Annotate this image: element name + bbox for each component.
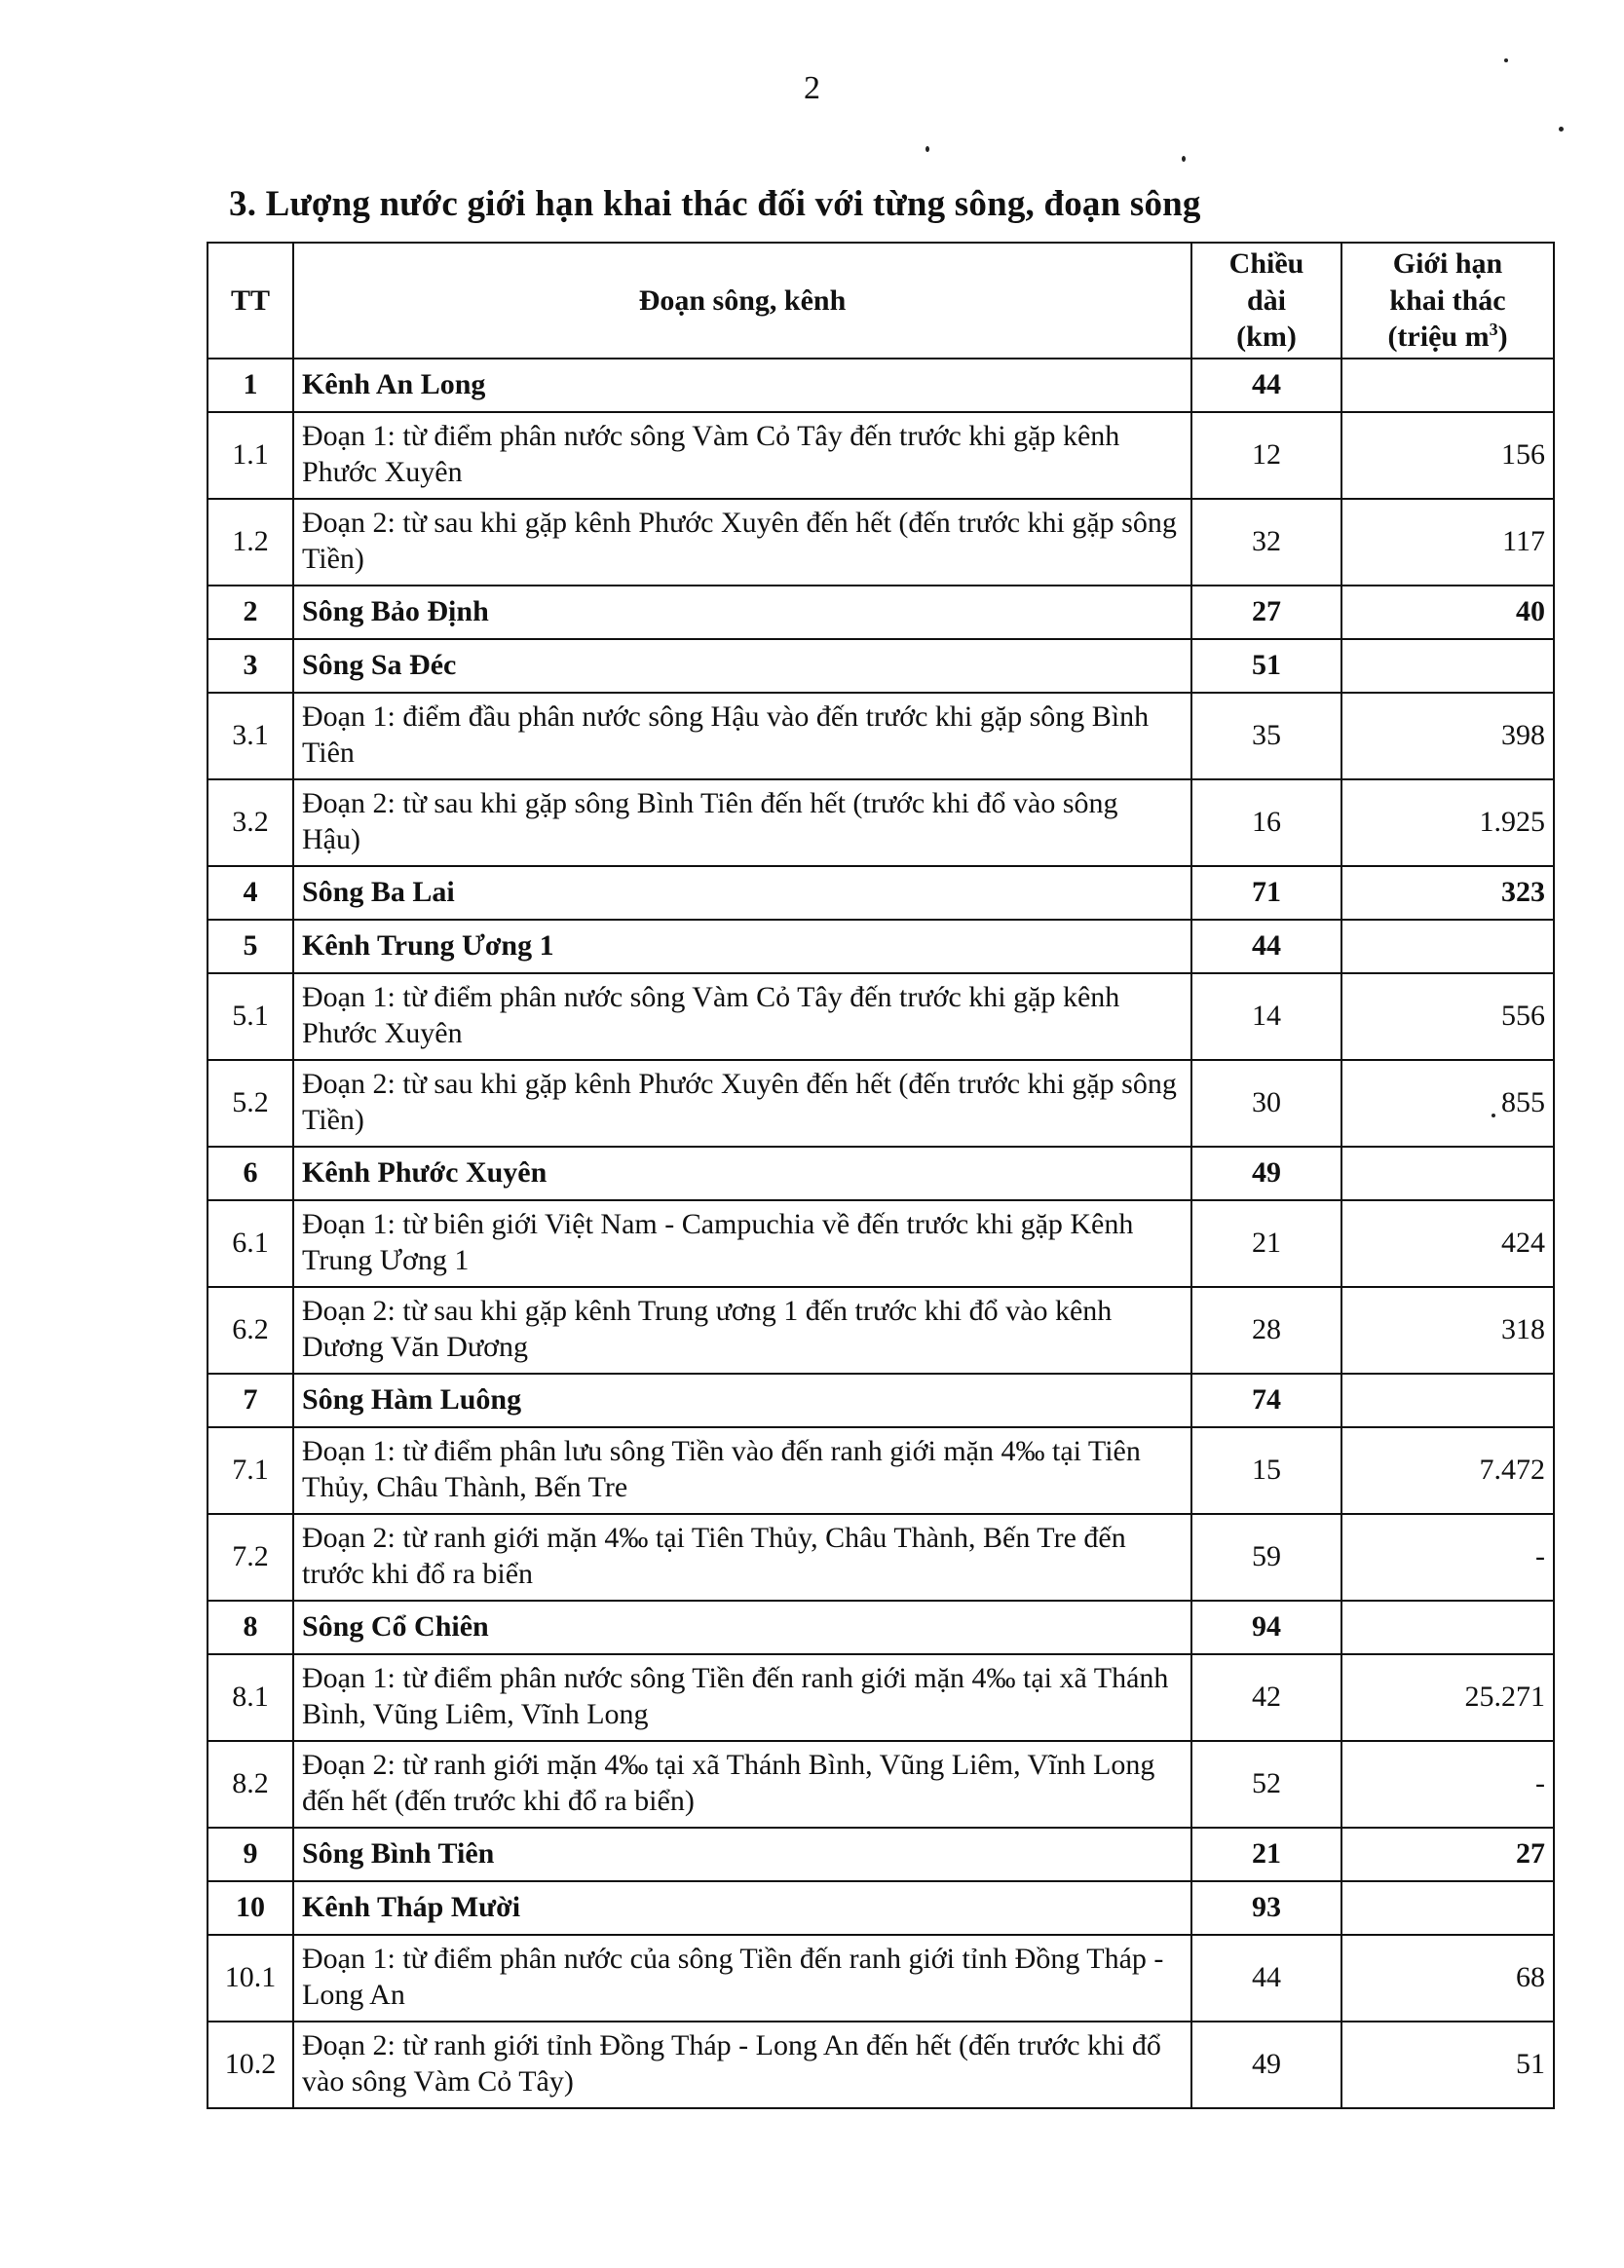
cell-length-km: 21 bbox=[1191, 1200, 1341, 1287]
cell-length-km: 71 bbox=[1191, 866, 1341, 920]
header-limit-line1: Giới hạn bbox=[1392, 247, 1503, 280]
section-title: 3. Lượng nước giới hạn khai thác đối với từng sông, đoạn sông bbox=[229, 184, 1201, 224]
cell-extraction-limit: - bbox=[1341, 1514, 1554, 1601]
cell-length-km: 35 bbox=[1191, 693, 1341, 779]
table-header-row bbox=[208, 243, 1554, 359]
cell-length-km: 94 bbox=[1191, 1601, 1341, 1654]
cell-river-section: Sông Bình Tiên bbox=[293, 1828, 1191, 1881]
cell-length-km: 49 bbox=[1191, 1147, 1341, 1200]
cell-river-section: Đoạn 2: từ sau khi gặp kênh Phước Xuyên đến hết (đến trước khi gặp sông Tiền) bbox=[293, 499, 1191, 586]
cell-tt: 1.2 bbox=[208, 499, 293, 586]
table-row-section bbox=[208, 1060, 1554, 1147]
table-row-section bbox=[208, 1514, 1554, 1601]
cell-tt: 3 bbox=[208, 639, 293, 693]
page-number: 2 bbox=[804, 70, 820, 106]
cell-length-km: 74 bbox=[1191, 1374, 1341, 1427]
cell-extraction-limit bbox=[1341, 1147, 1554, 1200]
cell-tt: 7 bbox=[208, 1374, 293, 1427]
table-row-river bbox=[208, 586, 1554, 639]
cell-extraction-limit: 7.472 bbox=[1341, 1427, 1554, 1514]
cell-tt: 2 bbox=[208, 586, 293, 639]
cell-extraction-limit: 117 bbox=[1341, 499, 1554, 586]
table-row-section bbox=[208, 1200, 1554, 1287]
cell-river-section: Đoạn 2: từ sau khi gặp kênh Phước Xuyên đến hết (đến trước khi gặp sông Tiền) bbox=[293, 1060, 1191, 1147]
cell-length-km: 51 bbox=[1191, 639, 1341, 693]
cell-river-section: Kênh Trung Ương 1 bbox=[293, 920, 1191, 973]
table-row-section bbox=[208, 1287, 1554, 1374]
cell-tt: 6.2 bbox=[208, 1287, 293, 1374]
cell-length-km: 21 bbox=[1191, 1828, 1341, 1881]
cell-extraction-limit: 855 bbox=[1341, 1060, 1554, 1147]
cell-tt: 5 bbox=[208, 920, 293, 973]
header-limit-unit-close: ) bbox=[1497, 321, 1508, 353]
header-limit-unit: (triệu m bbox=[1387, 321, 1490, 353]
cell-tt: 7.2 bbox=[208, 1514, 293, 1601]
cell-length-km: 59 bbox=[1191, 1514, 1341, 1601]
cell-extraction-limit bbox=[1341, 1601, 1554, 1654]
table-row-section bbox=[208, 412, 1554, 499]
cell-river-section: Đoạn 1: từ điểm phân nước sông Tiền đến ranh giới mặn 4‰ tại xã Thánh Bình, Vũng Liêm, Vĩnh Long bbox=[293, 1654, 1191, 1741]
cell-length-km: 52 bbox=[1191, 1741, 1341, 1828]
cell-extraction-limit: 424 bbox=[1341, 1200, 1554, 1287]
cell-river-section: Đoạn 1: điểm đầu phân nước sông Hậu vào đến trước khi gặp sông Bình Tiên bbox=[293, 693, 1191, 779]
cell-extraction-limit bbox=[1341, 1881, 1554, 1935]
cell-river-section: Kênh An Long bbox=[293, 359, 1191, 412]
cell-tt: 7.1 bbox=[208, 1427, 293, 1514]
cell-length-km: 30 bbox=[1191, 1060, 1341, 1147]
cell-tt: 8 bbox=[208, 1601, 293, 1654]
cell-river-section: Đoạn 1: từ điểm phân nước sông Vàm Cỏ Tây đến trước khi gặp kênh Phước Xuyên bbox=[293, 973, 1191, 1060]
cell-length-km: 44 bbox=[1191, 1935, 1341, 2022]
cell-tt: 10 bbox=[208, 1881, 293, 1935]
header-length bbox=[1191, 243, 1341, 359]
header-length-line3: (km) bbox=[1236, 321, 1297, 353]
cell-extraction-limit bbox=[1341, 359, 1554, 412]
cell-extraction-limit bbox=[1341, 920, 1554, 973]
table-row-river bbox=[208, 1828, 1554, 1881]
cell-river-section: Đoạn 2: từ sau khi gặp sông Bình Tiên đến hết (trước khi đổ vào sông Hậu) bbox=[293, 779, 1191, 866]
table-row-river bbox=[208, 866, 1554, 920]
scan-speck bbox=[1182, 156, 1186, 162]
cell-length-km: 27 bbox=[1191, 586, 1341, 639]
cell-length-km: 28 bbox=[1191, 1287, 1341, 1374]
cell-tt: 8.2 bbox=[208, 1741, 293, 1828]
cell-river-section: Sông Sa Đéc bbox=[293, 639, 1191, 693]
cell-tt: 3.1 bbox=[208, 693, 293, 779]
cell-length-km: 12 bbox=[1191, 412, 1341, 499]
cell-extraction-limit: 318 bbox=[1341, 1287, 1554, 1374]
scan-speck bbox=[1492, 1114, 1495, 1117]
cell-length-km: 44 bbox=[1191, 920, 1341, 973]
cell-length-km: 42 bbox=[1191, 1654, 1341, 1741]
cell-extraction-limit: 68 bbox=[1341, 1935, 1554, 2022]
cell-river-section: Sông Bảo Định bbox=[293, 586, 1191, 639]
header-length-line2: dài bbox=[1246, 284, 1287, 317]
cell-extraction-limit bbox=[1341, 639, 1554, 693]
table-row-river bbox=[208, 639, 1554, 693]
cell-tt: 10.1 bbox=[208, 1935, 293, 2022]
scan-speck bbox=[925, 146, 929, 152]
cell-extraction-limit bbox=[1341, 1374, 1554, 1427]
cell-length-km: 49 bbox=[1191, 2022, 1341, 2108]
table-row-section bbox=[208, 973, 1554, 1060]
cell-length-km: 15 bbox=[1191, 1427, 1341, 1514]
table-row-river bbox=[208, 920, 1554, 973]
table-row-section bbox=[208, 1741, 1554, 1828]
cell-extraction-limit: 398 bbox=[1341, 693, 1554, 779]
table-row-section bbox=[208, 1654, 1554, 1741]
header-tt: TT bbox=[208, 243, 293, 359]
cell-extraction-limit: 156 bbox=[1341, 412, 1554, 499]
cell-river-section: Đoạn 2: từ ranh giới mặn 4‰ tại Tiên Thủy, Châu Thành, Bến Tre đến trước khi đổ ra biển bbox=[293, 1514, 1191, 1601]
cell-length-km: 32 bbox=[1191, 499, 1341, 586]
cell-length-km: 44 bbox=[1191, 359, 1341, 412]
table-row-section bbox=[208, 2022, 1554, 2108]
cell-river-section: Đoạn 1: từ biên giới Việt Nam - Campuchia về đến trước khi gặp Kênh Trung Ương 1 bbox=[293, 1200, 1191, 1287]
cell-tt: 8.1 bbox=[208, 1654, 293, 1741]
scan-speck bbox=[1504, 58, 1508, 62]
header-limit-line3 bbox=[1350, 319, 1545, 356]
cell-tt: 5.2 bbox=[208, 1060, 293, 1147]
table-row-river bbox=[208, 1374, 1554, 1427]
cell-length-km: 14 bbox=[1191, 973, 1341, 1060]
cell-river-section: Đoạn 2: từ sau khi gặp kênh Trung ương 1 đến trước khi đổ vào kênh Dương Văn Dương bbox=[293, 1287, 1191, 1374]
cell-extraction-limit: 323 bbox=[1341, 866, 1554, 920]
header-extraction-limit bbox=[1341, 243, 1554, 359]
table-row-river bbox=[208, 1881, 1554, 1935]
header-length-line1: Chiều bbox=[1228, 247, 1304, 280]
cell-river-section: Đoạn 1: từ điểm phân nước của sông Tiền đến ranh giới tỉnh Đồng Tháp - Long An bbox=[293, 1935, 1191, 2022]
cell-tt: 10.2 bbox=[208, 2022, 293, 2108]
cell-river-section: Kênh Tháp Mười bbox=[293, 1881, 1191, 1935]
cell-tt: 4 bbox=[208, 866, 293, 920]
cell-extraction-limit: 51 bbox=[1341, 2022, 1554, 2108]
cell-river-section: Sông Cổ Chiên bbox=[293, 1601, 1191, 1654]
header-limit-line2: khai thác bbox=[1389, 284, 1506, 317]
extraction-limit-table bbox=[207, 242, 1555, 2109]
cell-length-km: 93 bbox=[1191, 1881, 1341, 1935]
cell-extraction-limit: 27 bbox=[1341, 1828, 1554, 1881]
cell-river-section: Kênh Phước Xuyên bbox=[293, 1147, 1191, 1200]
table-row-river bbox=[208, 359, 1554, 412]
cell-tt: 1.1 bbox=[208, 412, 293, 499]
cell-extraction-limit: 40 bbox=[1341, 586, 1554, 639]
cell-tt: 3.2 bbox=[208, 779, 293, 866]
cell-river-section: Đoạn 2: từ ranh giới tỉnh Đồng Tháp - Long An đến hết (đến trước khi đổ vào sông Vàm Cỏ Tây) bbox=[293, 2022, 1191, 2108]
table-row-section bbox=[208, 693, 1554, 779]
cell-river-section: Sông Ba Lai bbox=[293, 866, 1191, 920]
header-limit-unit-exponent: 3 bbox=[1489, 320, 1498, 339]
cell-extraction-limit: 25.271 bbox=[1341, 1654, 1554, 1741]
table-row-river bbox=[208, 1601, 1554, 1654]
table-row-section bbox=[208, 1935, 1554, 2022]
cell-tt: 6.1 bbox=[208, 1200, 293, 1287]
cell-extraction-limit: 1.925 bbox=[1341, 779, 1554, 866]
table-body bbox=[208, 359, 1554, 2108]
cell-river-section: Đoạn 1: từ điểm phân lưu sông Tiền vào đến ranh giới mặn 4‰ tại Tiên Thủy, Châu Thành, Bến Tre bbox=[293, 1427, 1191, 1514]
cell-tt: 9 bbox=[208, 1828, 293, 1881]
cell-river-section: Đoạn 2: từ ranh giới mặn 4‰ tại xã Thánh Bình, Vũng Liêm, Vĩnh Long đến hết (đến trước khi đổ ra biển) bbox=[293, 1741, 1191, 1828]
scan-speck bbox=[1559, 127, 1564, 132]
table-row-section bbox=[208, 499, 1554, 586]
cell-length-km: 16 bbox=[1191, 779, 1341, 866]
cell-tt: 1 bbox=[208, 359, 293, 412]
cell-river-section: Sông Hàm Luông bbox=[293, 1374, 1191, 1427]
cell-tt: 6 bbox=[208, 1147, 293, 1200]
header-river-section: Đoạn sông, kênh bbox=[293, 243, 1191, 359]
cell-tt: 5.1 bbox=[208, 973, 293, 1060]
table-row-river bbox=[208, 1147, 1554, 1200]
table-row-section bbox=[208, 779, 1554, 866]
cell-river-section: Đoạn 1: từ điểm phân nước sông Vàm Cỏ Tây đến trước khi gặp kênh Phước Xuyên bbox=[293, 412, 1191, 499]
cell-extraction-limit: 556 bbox=[1341, 973, 1554, 1060]
table-row-section bbox=[208, 1427, 1554, 1514]
cell-extraction-limit: - bbox=[1341, 1741, 1554, 1828]
